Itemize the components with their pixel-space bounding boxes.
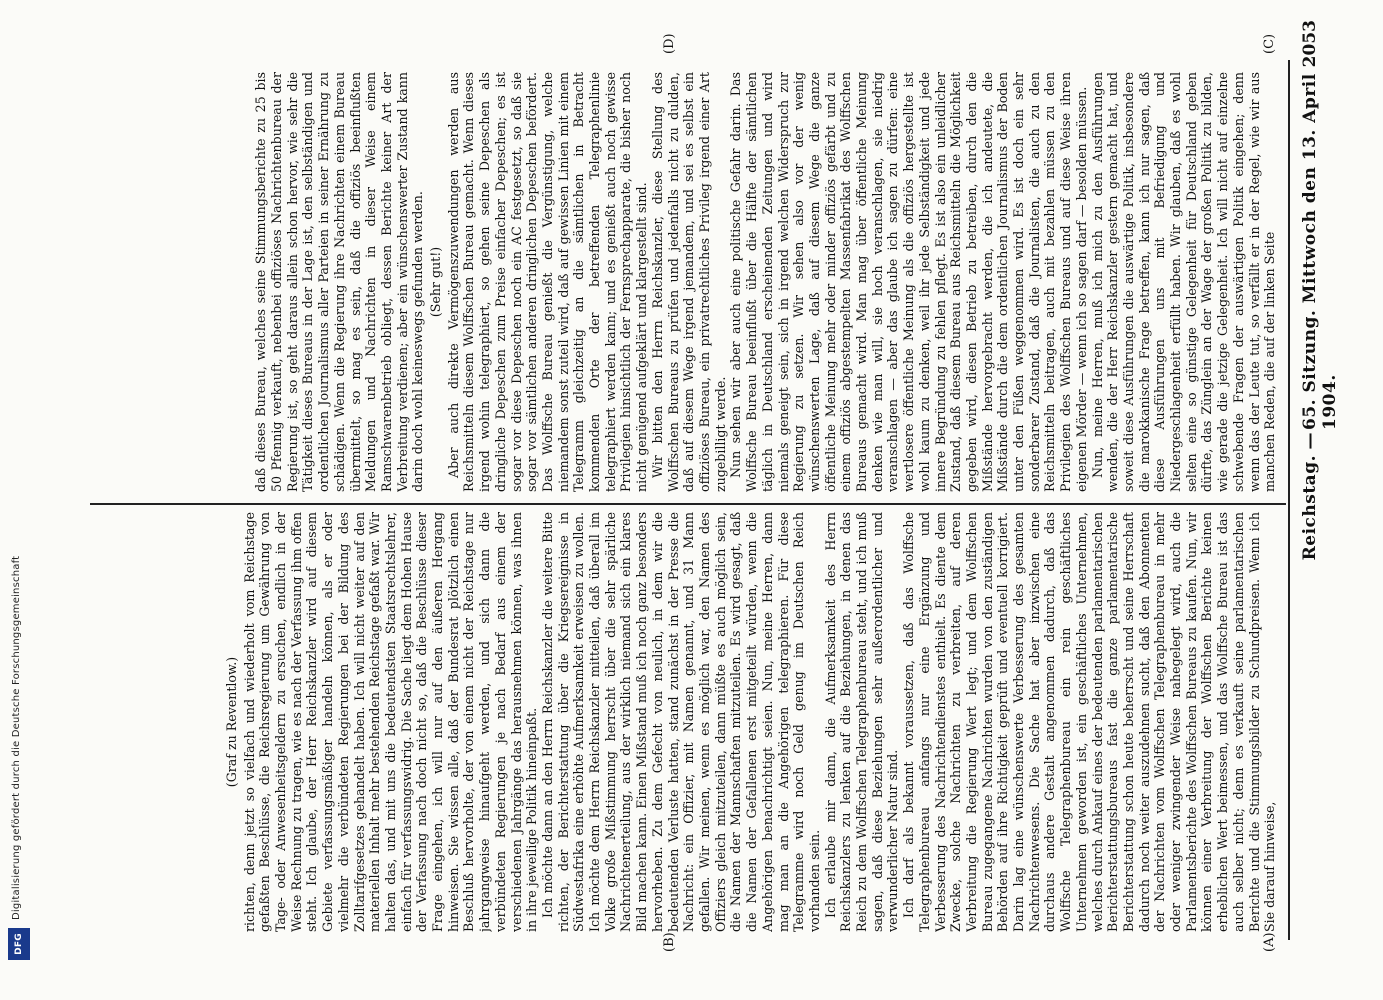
page-header — [1292, 20, 1340, 950]
applause-remark: (Sehr gut!) — [428, 246, 444, 318]
page-number: 2053 — [1300, 20, 1320, 68]
column-divider — [90, 503, 1286, 505]
session-date: 65. Sitzung. Mittwoch den 13. April 1904. — [1300, 73, 1340, 430]
margin-letter-c: (C) — [1262, 33, 1277, 54]
paragraph: Nun sehen wir aber auch eine politische Gefahr darin. Das Wolffsche Bureau beeinflußt über die Hälfte der sämtlichen täglich in Deutschland erscheinenden Zeitungen und wird niemals geneigt sein, sich in irgend welchen Widerspruch zur Regierung zu setzen. Wir sehen also vor der wenig wünschenswerten Lage, daß auf diesem Wege die ganze öffentliche Meinung mehr oder minder offiziös gefärbt und zu einem offiziös abgestempelten Massenfabrikat des Wolffschen Bureaus gemacht wird. Man mag über öffentliche Meinung denken wie man will, sie hoch veranschlagen, sie niedrig veranschlagen — aber das glaube ich sagen zu dürfen: eine wertlosere öffentliche Meinung als die offiziös hergestellte ist wohl kaum zu denken, weil ihr jede Selbständigkeit und jede innere Begründung zu fehlen pflegt. Es ist also ein unleidlicher Zustand, daß diesem Bureau aus Reichsmitteln die Möglichkeit gegeben wird, diesen Betrieb zu betreiben, durch den die Mißstände hervorgebracht werden, die ich andeutete, die Mißstände durch die dem ordentlichen Journalismus der Boden unter den Füßen weggenommen wird. Es ist doch ein sehr sonderbarer Zustand, daß die Journalisten, die auch zu den Reichsmitteln beitragen, auch mit bezahlen müssen zu den Privilegien des Wolffschen Bureaus und auf diese Weise ihren eigenen Mörder — wenn ich so sagen darf — besolden müssen. — [728, 72, 1089, 492]
margin-letter-d: (D) — [662, 33, 677, 54]
left-column — [88, 512, 1278, 932]
paragraph: Wir bitten den Herrn Reichskanzler, diese Stellung des Wolffschen Bureaus zu prüfen und jedenfalls nicht zu dulden, daß auf diesem Wege irgend jemandem, und sei es selbst ein offiziöses Bureau, ein privatrechtliches Privileg irgend einer Art zugebilligt werde. — [649, 72, 728, 492]
paragraph: Ich erlaube mir dann, die Aufmerksamkeit des Herrn Reichskanzlers zu lenken auf die Beziehungen, in denen das Reich zu dem Wolffschen Telegraphenbureau steht, und ich muß sagen, daß diese Beziehungen sehr außerordentlicher und verwunderlicher Natur sind. — [822, 512, 901, 932]
right-column — [88, 72, 1278, 492]
dfg-logo: DFG — [8, 928, 30, 960]
digitization-credit — [6, 120, 22, 960]
paragraph: Ich möchte dann an den Herrn Reichskanzler die weitere Bitte richten, der Berichterstattung über die Kriegsereignisse in Südwestafrika eine erhöhte Aufmerksamkeit erweisen zu wollen. Ich möchte dem Herrn Reichskanzler mitteilen, daß überall im Volke große Mißstimmung herrscht über die sehr spärliche Nachrichtenerteilung, aus der wirklich niemand sich ein klares Bild machen kann. Einen Mißstand muß ich noch ganz besonders hervorheben. Zu dem Gefecht von neulich, in dem wir die bedeutenden Verluste hatten, stand zunächst in der Presse die Nachricht: ein Offizier, mit Namen genannt, und 31 Mann gefallen. Wir meinen, wenn es möglich war, den Namen des Offiziers gleich mitzuteilen, dann müßte es auch möglich sein, die Namen der Mannschaften mitzuteilen. Es wird gesagt, daß die Namen der Gefallenen erst mitgeteilt würden, wenn die Angehörigen benachrichtigt seien. Nun, meine Herren, dann mag man an die Angehörigen telegraphieren. Für diese Telegramme wird noch Geld genug im Deutschen Reich vorhanden sein. — [539, 512, 822, 932]
margin-letter-a: (A) — [1262, 932, 1277, 952]
paragraph: Aber auch direkte Vermögenszuwendungen werden aus Reichsmitteln diesem Wolffschen Bureau gemacht. Wenn dieses irgend wohin telegraphiert, so gehen seine Depeschen als dringliche Depeschen zum Preise einfacher Depeschen; es ist sogar vor diese Depeschen noch ein AC festgesetzt, so daß sie sogar vor sämtlichen anderen dringlichen Depeschen befördert. Das Wolffsche Bureau genießt die Vergünstigung, welche niemandem sonst zuteil wird, daß auf gewissen Linien mit einem Telegramm gleichzeitig an die sämtlichen in Betracht kommenden Orte der betreffenden Telegraphenlinie telegraphiert werden kann; und es genießt auch noch gewisse Privilegien hinsichtlich der Fernsprechapparate, die bisher noch nicht genügend aufgeklärt und klargestellt sind. — [445, 72, 650, 492]
header-rule — [1288, 60, 1290, 940]
publication-title: Reichstag. — [1300, 455, 1320, 561]
paragraph: Ich darf als bekannt voraussetzen, daß das Wolffsche Telegraphenbureau anfangs nur eine Ergänzung und Verbesserung des Nachrichtendienstes enthielt. Es diente dem Zwecke, solche Nachrichten zu verbreiten, auf deren Verbreitung die Regierung Wert legt; und dem Wolffschen Bureau zugegangene Nachrichten wurden von den zuständigen Behörden auf ihre Richtigkeit geprüft und eventuell korrigiert. Darin lag eine wünschenswerte Verbesserung des gesamten Nachrichtenwesens. Die Sache hat aber inzwischen eine durchaus andere Gestalt angenommen dadurch, daß das Wolffsche Telegraphenbureau ein rein geschäftliches Unternehmen geworden ist, ein geschäftliches Unternehmen, welches durch Ankauf eines der bedeutenden parlamentarischen Berichterstattungsbureaus fast die ganze parlamentarische Berichterstattung schon heute beherrscht und seine Herrschaft dadurch noch weiter auszudehnen sucht, daß den Abonnenten der Nachrichten vom Wolffschen Telegraphenbureau in mehr oder weniger zwingender Weise nahegelegt wird, auch die Parlamentsberichte des Wolffschen Bureaus zu kaufen. Nun, wir können einer Verbreitung der Wolffschen Berichte keinen erheblichen Wert beimessen, und das Wolffsche Bureau ist das auch selber nicht; denn es verkauft seine parlamentarischen Berichte und die Stimmungsbilder zu Schundpreisen. Wenn ich Sie darauf hinweise, — [901, 512, 1278, 932]
speaker-name: (Graf zu Reventlow.) — [223, 656, 239, 788]
paragraph: richten, denn jetzt so vielfach und wiederholt vom Reichstage gefaßten Beschlüsse, die Reichsregierung um Gewährung von Tage- oder Anwesenheitsgeldern zu ersuchen, endlich in der Weise Rechnung zu tragen, wie es nach der Verfassung ihm offen steht. Ich glaube, der Herr Reichskanzler wird auf diesem Gebiete verfassungsmäßiger handeln können, als er oder vielmehr die verbündeten Regierungen bei der Bildung des Zolltarifgesetzes gehandelt haben. Ich will nicht weiter auf den materiellen Inhalt mehr bestehenden Reichstage gefaßt war. Wir halten das, und mit uns die bedeutendsten Staatsrechtslehrer, einfach für verfassungswidrig. Die Sache liegt dem Hohen Hause der Verfassung nach doch nicht so, daß die Beschlüsse dieser Frage eingehen, ich will nur auf den äußeren Hergang hinweisen. Sie wissen alle, daß der Bundesrat plötzlich einen Beschluß hervorholte, der von einem nicht der Reichstage nur jahrgangweise hinaufgeht werden, und sich dann die verbündeten Regierungen je nach Bedarf aus einem der verschiedenen Jahrgänge das herausnehmen können, was ihnen in ihre jeweilige Politik hineinpaßt. — [241, 512, 540, 932]
credit-text: Digitalisierung gefördert durch die Deutsche Forschungsgemeinschaft — [11, 555, 22, 920]
paragraph: daß dieses Bureau, welches seine Stimmungsberichte zu 25 bis 50 Pfennig verkauft, nebenbei offiziöses Nachrichtenbureau der Regierung ist, so geht daraus allein schon hervor, wie sehr die Tätigkeit dieses Bureaus in der Lage ist, den selbständigen und ordentlichen Journalismus aller Parteien in seiner Ernährung zu schädigen. Wenn die Regierung ihre Nachrichten einem Bureau übermittelt, so mag es sein, daß die offiziös beeinflußten Meldungen und Nachrichten in dieser Weise einem Ramschwarenbetrieb obliegt, dessen Berichte keiner Art der Verbreitung verdienen; aber ein wünschenswerter Zustand kann darin doch wohl keineswegs gefunden werden. — [253, 72, 426, 492]
paragraph: Nun, meine Herren, muß ich mich zu den Ausführungen wenden, die der Herr Reichskanzler gestern gemacht hat, und soweit diese Ausführungen die auswärtige Politik, insbesondere die marokkanische Frage betreffen, kann ich nur sagen, daß diese Ausführungen uns mit Befriedigung und Niedergeschlagenheit erfüllt haben. Wir glauben, daß es wohl selten eine so günstige Gelegenheit für Deutschland geben dürfte, das Zünglein an der Wage der großen Politik zu bilden, wie gerade die jetzige Gelegenheit. Ich will nicht auf einzelne schwebende Fragen der auswärtigen Politik eingehen; denn wenn das der Leute tut, so verfällt er in der Regel, wie wir aus manchen Reden, die auf der linken Seite — [1089, 72, 1278, 492]
header-dash: — — [1300, 432, 1320, 450]
margin-letter-b: (B) — [662, 932, 677, 952]
